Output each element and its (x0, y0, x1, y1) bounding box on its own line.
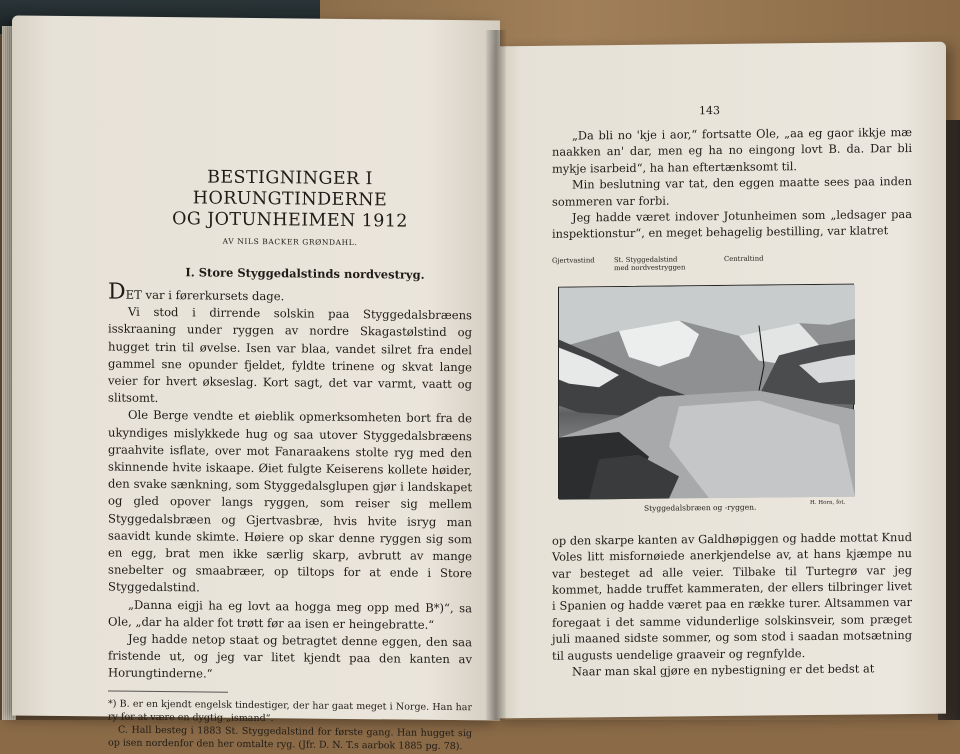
drop-cap: D (108, 279, 126, 305)
paragraph: Jeg hadde netop staat og betragtet denne eggen, den saa fristende ut, og jeg var litet kjendt paa den kanten av Horungtinderne.“ (108, 631, 472, 682)
photo-credit: H. Horn, fot. (810, 499, 846, 506)
photo-caption: Styggedalsbræen og -ryggen. (644, 502, 757, 513)
footnote: C. Hall besteg i 1883 St. Styggedalstind for første gang. Han hugget sig op isen nordenfor den her omtalte ryg. (Jfr. D. N. T.s aarbok 1885 pg. 78). (108, 724, 472, 753)
paragraph: op den skarpe kanten av Galdhøpiggen og hadde mottat Knud Voles litt misfornøiede anerkjendelse av, at hans kjæmpe nu var besteget ad alle veier. Tilbake til Turtegrø var jeg kommet, hadde truffet kammeraten, der ellers tilbringer livet i Spanien og hadde været paa en række turer. Altsammen var foregaat i det samme vidunderlige solskinsveir, som præget juli maaned sidste sommer, og som stod i saadan motsætning til augusts uendelige graaveir og regnfylde. (552, 529, 912, 663)
paragraph: „Danna eigji ha eg lovt aa hogga meg opp med B*)“, sa Ole, „dar ha alder fot trøtt før aa isen er heingebratte.“ (108, 597, 472, 632)
photo-caption-row (552, 499, 912, 519)
paragraph: Ole Berge vendte et øieblik opmerksomheten bort fra de ukyndiges mislykkede hug og saa utover Styggedalsbræens graahvite isflate, over mot Fanaraakens stolte ryg med den skinnende hvite iskaape. Øiet fulgte Keiserens kollete høider, den svake sænkning, som Styggedalsglupen gjør i landskapet og gled opover langs ryggen, som reiser sig mellem Styggedalsbræen og Gjertvasbræ, hvis hvite isryg man saavidt kunde skimte. Høiere op skar denne ryggen sig som en egg, brat men ikke særlig skarp, avbrutt av mange snebelter og smaabræer, op tiltops for at ende i Store Styggedalstind. (108, 408, 472, 595)
book-gutter (486, 30, 506, 720)
paragraph: DET var i førerkursets dage. (108, 279, 285, 305)
paragraph: Min beslutning var tat, den eggen maatte sees paa inden sommeren var forbi. (552, 174, 912, 209)
paragraph: Vi stod i dirrende solskin paa Styggedalsbræens isskraaning under ryggen av nordre Skagastølstind og hugget trin til øvelse. Isen var blaa, vandet silret fra endel gammel sne opunder fjeldet, fyldte trinene og skvat lange veier for hvert økseslag. Kort sagt, det var varmt, vaatt og slitsomt. (108, 304, 472, 406)
article-title (108, 166, 472, 233)
title-line-1: BESTIGNINGER I HORUNGTINDERNE (192, 167, 388, 211)
photo-label-st-styggedalstind: St. Styggedalstind med nordvestryggen (614, 255, 686, 272)
photo-labels (552, 253, 912, 287)
byline: AV NILS BACKER GRØNDAHL. (222, 236, 358, 248)
paragraph: Jeg hadde været indover Jotunheimen som „ledsager paa inspektionstur“, en meget behagelig bestilling, var klatret (552, 207, 912, 242)
right-page-content (552, 124, 912, 680)
title-line-2: OG JOTUNHEIMEN 1912 (172, 209, 408, 232)
footnote-divider (108, 690, 228, 692)
footnotes (108, 697, 472, 754)
mountain-illustration (559, 284, 855, 499)
photo-label-gjertvastind: Gjertvastind (552, 256, 595, 265)
paragraph: „Da bli no 'kje i aor,“ fortsatte Ole, „aa eg gaor ikkje mæ naakken an' dar, men eg ha no eingong lovt B. da. Dar bli mykje isarbeid“, ha han eftertænksomt til. (552, 124, 912, 176)
right-page (494, 42, 946, 719)
section-heading: I. Store Styggedalstinds nordvestryg. (185, 265, 425, 282)
paragraph: Naar man skal gjøre en nybestigning er det bedst at (572, 661, 875, 679)
left-body-text (108, 279, 472, 685)
right-body-text-top (552, 124, 912, 243)
right-body-text-bottom (552, 529, 912, 680)
left-page-content (108, 166, 472, 753)
mountain-photograph (558, 283, 854, 498)
page-number: 143 (699, 104, 720, 118)
photo-label-centraltind: Centraltind (724, 254, 764, 263)
left-page (12, 15, 500, 753)
footnote: *) B. er en kjendt engelsk tindestiger, der har gaat meget i Norge. Han har ry for at være en dygtig „ismand“. (108, 698, 472, 725)
